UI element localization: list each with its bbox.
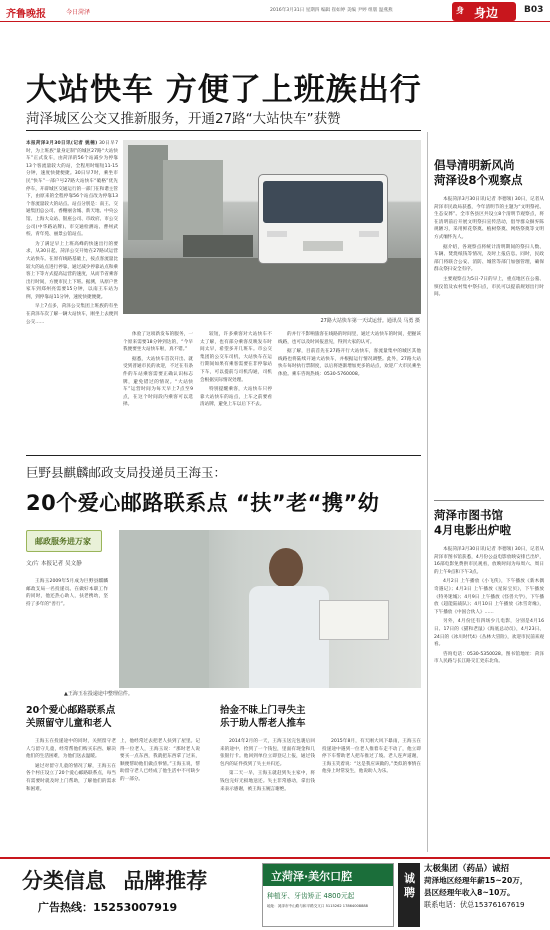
ad-hotline-label: 广告热线： [38, 901, 93, 914]
right-headline-1: 倡导清明新风尚 菏泽设8个观察点 [434, 158, 523, 187]
ad-recruit [424, 863, 548, 927]
ad-recruit-title: 太极集团（药品）诚招 [424, 864, 510, 874]
publication-name: 今日菏泽 [66, 9, 91, 16]
divider [26, 455, 421, 456]
right-article-1 [434, 196, 544, 299]
right-article-text: 据介绍，各观察点将统计清明期间的祭扫人数、车辆、焚烧纸钱等情况，及时上报信息。同时，民政部门将联合公安、消防、城管等部门加强管理，确保群众祭扫安全有序。 [434, 244, 544, 273]
ad-recruit-line: 县区经理年收入8~10万。 [424, 888, 515, 897]
story2-intro: 王海玉2009年5月成为巨野县麒麟邮政支局一名投递员。在做好本职工作的同时，他还热心助人，扶老携幼，坚持了多年的“善行”。 [26, 579, 108, 607]
story1-text: 30日早7时，为上班族“量身定制”的城区27路“大站快车”正式发车，由菏泽的56个站减少为停靠13个客流量较大的站，全程用时缩短11-15分钟，速度快捷便捷。30日早7时，乘坐市民“快车”一部户号27路大站快车“破格”优先停车，开辟城区交通运行的一部门在和谐主管下，由原来的全程停靠56个站点改为停靠13个客流量较大的站点。站点分别是：南王、交通集团总公司、香榭丽舍城、新天地、中央公馆、上海大众站、银座公司、市政府、市公交公司(中华路站牌)、市交通检测站、曹州武校、青年苑、丽景公馆站点。 [26, 141, 118, 238]
right-article-text: 咨询电话：0530-5350028。图书馆地址：菏泽市人民路与长江路交汇处东北角。 [434, 651, 544, 665]
story2-text: 2014年2月的一天，王海玉送完包裹后回来的途中，捡到了一个钱包，里面有现金和几张银行卡。他回到单位立即登记上报，通过钱包内的证件找到了失主并归还。 [220, 739, 315, 767]
story1-text: 体验了这项新发布的服务，一个原来需要18分钟到达的，“今早我便要坐大站快车啦，真不错。” [123, 332, 193, 353]
ad-hotline-number: 15253007919 [93, 901, 178, 914]
story2-sub1-column-1 [26, 738, 116, 793]
story1-text: 据了解，目前首先在27路开行大站快车，客流量集中的城区其他线路也将陆续开通大站快车，并根据运行情况调整。此外，27路大站快车每时执行票制度，以后将逐渐增加更多的站点，欢迎广大市民乘坐体验。乘车咨询热线：0530-5760008。 [278, 349, 421, 377]
right-headline-2: 菏泽市图书馆 4月电影出炉啦 [434, 508, 512, 537]
story2-byline: 文/片 本报记者 吴文静 [26, 561, 82, 567]
masthead [0, 0, 550, 22]
story1-column-3 [200, 331, 272, 409]
ad-dental-header [263, 864, 393, 886]
story2-sub2-column-1 [220, 738, 315, 793]
right-article-text: 4月2日 上午播放《小飞侠》，下午播放《新木偶奇遇记》；4月3日 上午播放《星际宝贝》，下午播放《特务迷城》；4月9日 上午播放《怪兽大学》，下午播放《超能陆战队》；4月10日 上午播放《冰雪奇缘》，下午播放《中国合伙人》…… [434, 579, 544, 615]
right-article-text: 本报菏泽3月30日讯(记者 李德领) 30日，记者从菏泽市民政局获悉，今年清明节的主题为“文明祭祀、生态安葬”。全市各县区共设立8个清明节观察点，将在清明前后开展文明祭扫宣传活动，倡导群众摒弃陈规陋习，采用鲜花祭奠、植树祭奠、网络祭奠等文明方式缅怀先人。 [434, 197, 544, 240]
postman-photo [119, 530, 421, 688]
classified-footer [0, 857, 550, 930]
classified-title-2: 品牌推荐 [123, 868, 208, 893]
story2-subhead-2: 拾金不昧上门寻失主 乐于助人帮老人推车 [220, 705, 306, 729]
ad-recruit-tag [398, 863, 420, 927]
right-article-2 [434, 546, 544, 666]
story1-headline: 大站快车 方便了上班族出行 [26, 72, 422, 108]
classified-title [22, 865, 207, 895]
ad-dental-address: 地址：菏泽市中山路与和平路交叉口 5115262 17864008888 [267, 904, 368, 908]
story2-kicker: 巨野县麒麟邮政支局投递员王海玉： [26, 465, 227, 480]
story2-subhead-1: 20个爱心邮路联系点 关照留守儿童和老人 [26, 705, 116, 729]
section-title: 身边 [474, 6, 499, 20]
story1-column-2 [123, 331, 193, 409]
ad-hotline [38, 899, 177, 915]
newspaper-logo: 齐鲁晚报 [6, 9, 46, 20]
story1-text: 的并行不影响旅客在线路的时间里，通过大站快车的时间，把握该线路，也可以及时回报意见，得到大家的认可。 [278, 332, 421, 345]
column-divider [427, 132, 428, 852]
story2-sub2-column-2: 2015年8月，有天刚大风下暴雨，王海玉在投递途中遇到一位老人推着车走不动了，他立即停下车帮助老人把车推过了坡。老人连声道谢，王海玉笑着说：“这是我应该做的。”类似的事情在他身上时常发生，他说助人为乐。 [322, 739, 421, 775]
section-icon: 身 [456, 6, 464, 15]
right-article-text: 本报菏泽3月30日讯(记者 李德领) 30日，记者从菏泽市图书馆获悉，4月份公益电影放映安排已出炉，16部电影免费供市民观看，放映时间为每周六、周日的上午9点和下午3点。 [434, 547, 544, 575]
ad-recruit-contact: 联系电话：伏总15376167619 [424, 900, 525, 909]
right-article-text: 另外，4月份还有四场少儿电影，分别是4月16日、17日的《猫和老鼠》《海底总动员》，4月23日、24日的《冰川时代4》《丛林大冒险》，欢迎市民前来观看。 [434, 619, 544, 648]
ad-recruit-tag-label: 诚聘 [404, 872, 415, 899]
story1-text: 为了满足早上上班高峰的快速出行的要求，从30日起，菏泽公交开始在27路试运营大站快车。在原有线路基础上，按点客流量比较大的站点进行停靠，通过减少停靠站点和乘客上下等方式提高运营的速度，从而节省乘客出行时间，方便市民上下班。据测，从原户世家车到郑州亮需要15分钟，以南王车站为例，到停靠站11分钟，速度快捷便捷。 [26, 241, 118, 300]
ad-dental [262, 863, 394, 927]
story2-text: 通过对留守儿童的情况了解，王海玉在各个村庄设立了20个爱心邮路联系点，每当有需要时就及时上门帮助，了解他们的需求和困难。 [26, 763, 116, 792]
page-number: B03 [524, 5, 544, 15]
story2-sub1-column-2: 上，他经常过去把老人扶到了屋里。记得一位老人，王海玉说：“那时老人说要买一点东西，我就把东西拿了过来，顺便帮助他们做点事情。”王海玉说，帮助留守老人已经成了他生活中不可缺少的一部分。 [120, 739, 200, 782]
column-banner [26, 530, 102, 552]
classified-title-1: 分类信息 [22, 868, 106, 893]
right-article-text: 主要观察点为5日-7日的早上，重点地区在公墓、殡仪馆及农村集中祭扫点，市民可以提前规划出行时间。 [434, 276, 544, 298]
divider [434, 500, 544, 501]
story1-text: 特别提醒乘客，大站快车只停靠大站快车的站点，上车之前要看清站牌，避免上车以后下不去。 [200, 387, 272, 408]
story1-column-1 [26, 140, 118, 326]
story1-column-4 [278, 331, 421, 379]
issue-meta: 2016年3月31日 星期四 编辑 崔如婷 美编 尹婷 组版 温燕燕 [270, 8, 393, 13]
bus-photo [123, 140, 421, 314]
story1-text: 较短，许多乘客对大站快车不太了解，也有部分乘客反映发车时间太早，希望多开几班车。市公交集团的公交车司机，大站快车在运行期间如果有乘客需要在非停靠站下车，可以提前与司机沟通，司机会根据实际情况处理。 [200, 332, 272, 383]
story1-text: 早上7点多，菏泽公交集团上班族的有坐在菏泽车次了解一辆大站快车，刚坐上去便到公交…… [26, 304, 118, 325]
story1-dateline: 本报菏泽3月30日讯(记者 姚楠) [26, 141, 98, 146]
section-badge [452, 2, 516, 21]
photo-caption: 27路大站快车第一天试运营。通讯员 马勇 摄 [320, 318, 420, 324]
divider [26, 130, 421, 131]
ad-dental-offer: 种植牙、牙齿矫正 4800元起 [267, 892, 355, 900]
story2-text: 王海玉在投递途中的同时，关照留守老人与留守儿童，经常帮他们购买东西、解决他们的生活困难，为他们送去温暖。 [26, 739, 116, 760]
story1-text: 据悉，大站快车首次开出、就受到普通市民的欢迎，不过在有条件的车站乘客需要正确认识标志牌，避免错过的情况。“大站快车”运营时间为每天早上7点至9点，在这个时间段内乘客可以选择。 [123, 356, 193, 408]
ad-recruit-line: 菏泽地区经理年薪15~20万， [424, 876, 528, 885]
story2-headline: 20个爱心邮路联系点 “扶”老“携”幼 [26, 491, 380, 515]
ad-dental-title: 立菏泽·美尔口腔 [271, 870, 353, 883]
story2-text: 第二天一早，王海玉就赶到失主家中，将钱包完好无损地送还。失主非常感动，拿出钱来表示感谢，被王海玉婉言谢绝。 [220, 771, 315, 792]
column-banner-label: 邮政服务进万家 [35, 537, 91, 546]
photo-caption: ▲王海玉在投递途中整理信件。 [64, 691, 133, 697]
story1-subheadline: 菏泽城区公交又推新服务，开通27路“大站快车”获赞 [26, 111, 341, 127]
